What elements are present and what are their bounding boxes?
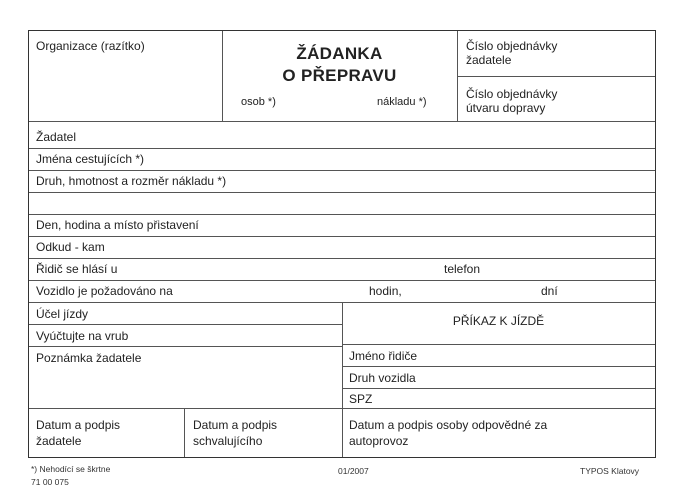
row-line-1 [29, 121, 655, 122]
publisher: TYPOS Klatovy [580, 466, 640, 476]
form-date: 01/2007 [338, 466, 369, 476]
persons-option[interactable]: osob *) [241, 96, 276, 108]
form-title-line1: ŽÁDANKA [296, 44, 383, 63]
purpose-line [29, 324, 342, 325]
cargo-type-label: Druh, hmotnost a rozměr nákladu *) [36, 174, 227, 188]
hours-label: hodin, [369, 284, 402, 298]
order-number-divider [457, 76, 655, 77]
driver-name-label: Jméno řidiče [349, 349, 418, 363]
signature-divider-2 [342, 408, 343, 457]
responsible-signature-label: Datum a podpis osoby odpovědné za autoprovoz [349, 418, 548, 448]
passenger-names-label: Jména cestujících *) [36, 152, 145, 166]
organization-label: Organizace (razítko) [36, 39, 145, 53]
footnote: *) Nehodící se škrtne [31, 464, 111, 474]
note-label: Poznámka žadatele [36, 351, 142, 365]
charge-line [29, 346, 342, 347]
form-title-line2: O PŘEPRAVU [282, 66, 397, 85]
row-line-4 [29, 192, 655, 193]
vehicle-type-label: Druh vozidla [349, 371, 416, 385]
row-line-3 [29, 170, 655, 171]
plate-label: SPZ [349, 392, 373, 406]
days-label: dní [541, 284, 558, 298]
order-number-transport-label: Číslo objednávky útvaru dopravy [466, 87, 558, 115]
order-title: PŘÍKAZ K JÍZDĚ [452, 314, 545, 328]
driver-reports-label: Řidič se hlásí u [36, 262, 118, 276]
transport-request-form [28, 30, 656, 458]
approver-signature-label: Datum a podpis schvalujícího [193, 418, 278, 448]
vehicle-type-line [342, 366, 655, 367]
order-number-requester-label: Číslo objednávky žadatele [466, 39, 558, 67]
requester-signature-label: Datum a podpis žadatele [36, 418, 121, 448]
charge-to-label: Vyúčtujte na vrub [36, 329, 129, 343]
form-code: 71 00 075 [31, 477, 69, 487]
row-line-7 [29, 258, 655, 259]
cargo-option[interactable]: nákladu *) [377, 96, 427, 108]
plate-line [342, 388, 655, 389]
from-to-label: Odkud - kam [36, 240, 105, 254]
vehicle-required-label: Vozidlo je požadováno na [36, 284, 173, 298]
row-line-6 [29, 236, 655, 237]
pickup-label: Den, hodina a místo přistavení [36, 218, 199, 232]
requester-label: Žadatel [36, 130, 77, 144]
row-line-5 [29, 214, 655, 215]
row-line-8 [29, 280, 655, 281]
signature-divider-1 [184, 408, 185, 457]
purpose-label: Účel jízdy [36, 307, 89, 321]
phone-label: telefon [444, 262, 481, 276]
driver-name-line [342, 344, 655, 345]
row-line-2 [29, 148, 655, 149]
